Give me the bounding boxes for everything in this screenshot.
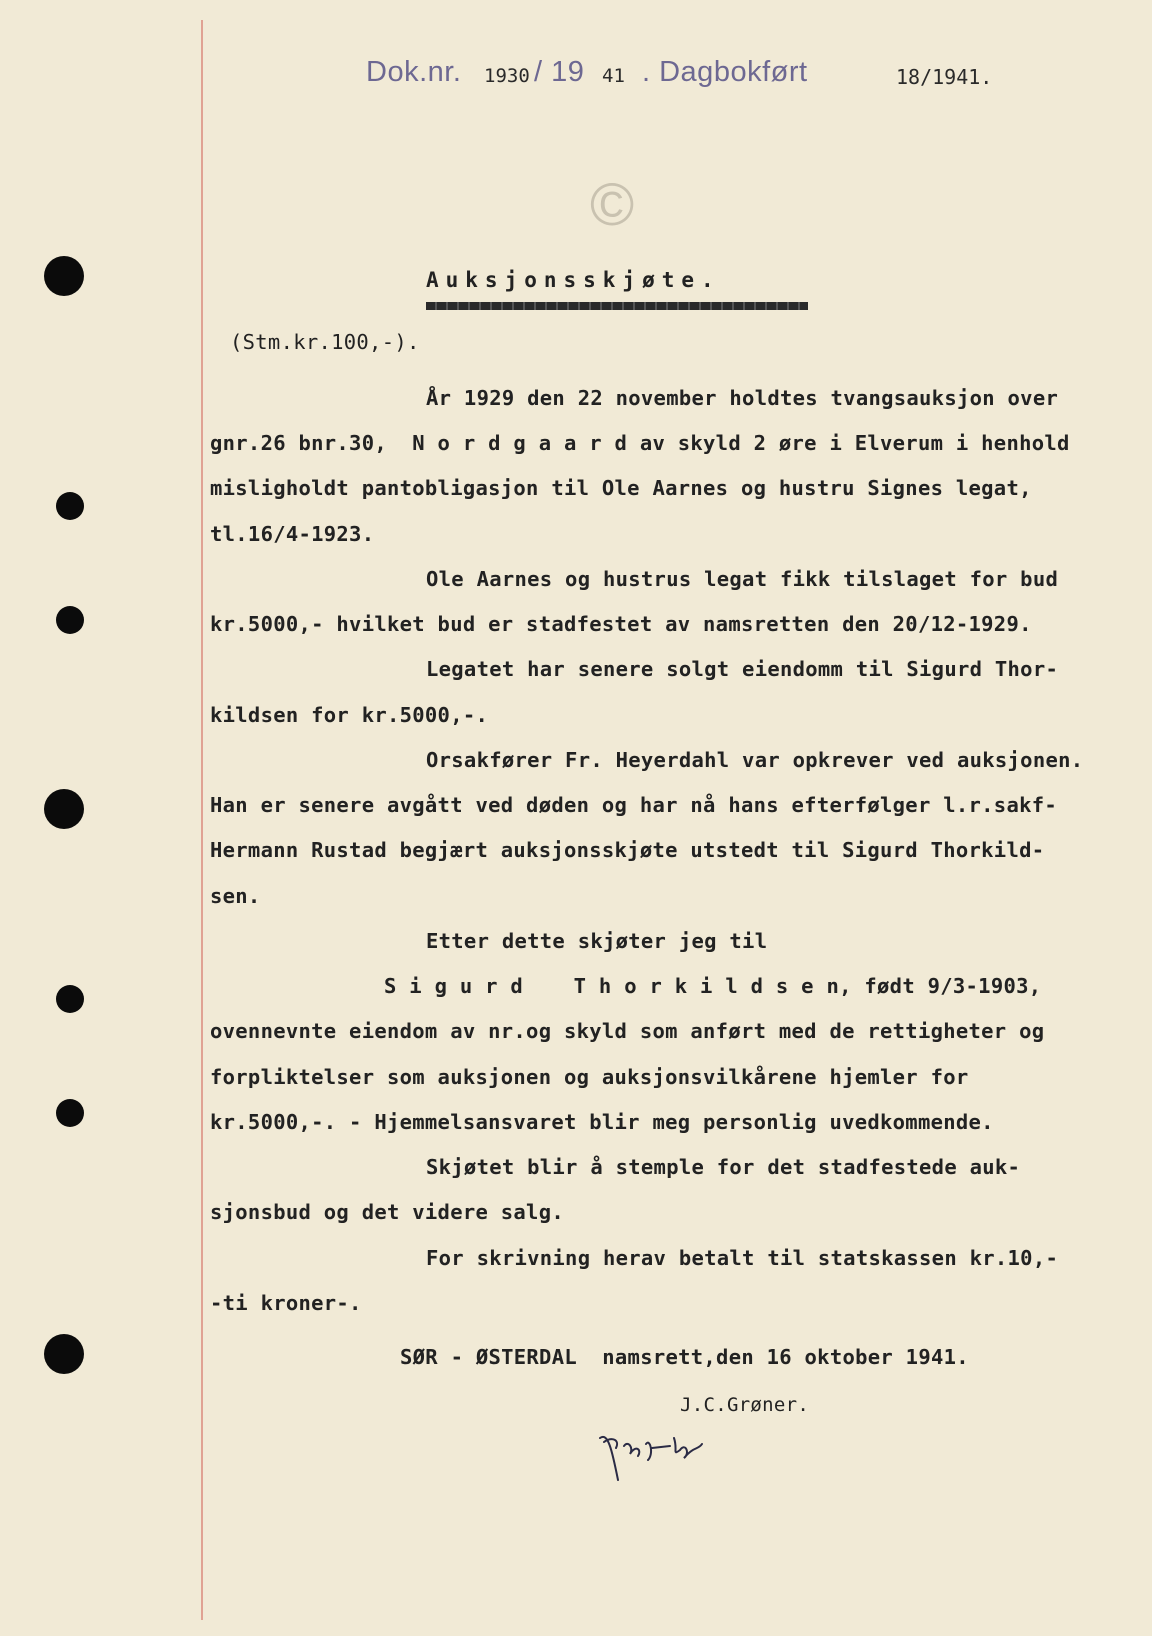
body-line: tl.16/4-1923.	[210, 522, 375, 546]
dagbok-label: . Dagbokført	[642, 56, 808, 88]
body-line: Skjøtet blir å stemple for det stadfestede auk-	[426, 1155, 1021, 1179]
body-line: misligholdt pantobligasjon til Ole Aarnes og hustru Signes legat,	[210, 476, 1032, 500]
signature-name: J.C.Grøner.	[680, 1394, 810, 1416]
faint-stamp-mark: ©	[590, 171, 635, 238]
body-line: Orsakfører Fr. Heyerdahl var opkrever ved auksjonen.	[426, 748, 1084, 772]
document-header	[366, 56, 1126, 96]
body-line: kr.5000,- hvilket bud er stadfestet av namsretten den 20/12-1929.	[210, 612, 1032, 636]
body-line: For skrivning herav betalt til statskassen kr.10,-	[426, 1246, 1059, 1270]
body-line: Hermann Rustad begjært auksjonsskjøte utstedt til Sigurd Thorkild-	[210, 838, 1045, 862]
body-line: Ole Aarnes og hustrus legat fikk tilslaget for bud	[426, 567, 1059, 591]
body-line: Han er senere avgått ved døden og har nå hans efterfølger l.r.sakf-	[210, 793, 1058, 817]
year-typed: 41	[602, 65, 625, 87]
body-line: kildsen for kr.5000,-.	[210, 703, 489, 727]
punch-hole	[44, 789, 84, 829]
body-line: kr.5000,-. - Hjemmelsansvaret blir meg personlig uvedkommende.	[210, 1110, 994, 1134]
punch-hole	[56, 985, 84, 1013]
body-line: -ti kroner-.	[210, 1291, 362, 1315]
dok-label: Dok.nr.	[366, 56, 462, 88]
punch-hole	[56, 606, 84, 634]
body-line: S i g u r d T h o r k i l d s e n, født 9/3-1903,	[384, 974, 1042, 998]
stamp-fee: (Stm.kr.100,-).	[230, 330, 420, 354]
body-line: ovennevnte eiendom av nr.og skyld som anført med de rettigheter og	[210, 1019, 1045, 1043]
body-line: sjonsbud og det videre salg.	[210, 1200, 564, 1224]
dagbok-number: 18/1941.	[896, 65, 993, 89]
body-line: År 1929 den 22 november holdtes tvangsauksjon over	[426, 386, 1059, 410]
punch-hole	[56, 492, 84, 520]
handwritten-signature	[590, 1420, 720, 1490]
body-line: forpliktelser som auksjonen og auksjonsvilkårene hjemler for	[210, 1065, 969, 1089]
title-underline	[426, 302, 808, 310]
margin-line	[201, 20, 203, 1620]
document-title: Auksjonsskjøte.	[426, 268, 721, 292]
body-line: SØR - ØSTERDAL namsrett,den 16 oktober 1941.	[400, 1345, 969, 1369]
punch-hole	[56, 1099, 84, 1127]
body-line: Legatet har senere solgt eiendomm til Sigurd Thor-	[426, 657, 1059, 681]
body-line: gnr.26 bnr.30, N o r d g a a r d av skyld 2 øre i Elverum i henhold	[210, 431, 1070, 455]
dok-number: 1930	[484, 65, 530, 87]
body-line: Etter dette skjøter jeg til	[426, 929, 768, 953]
punch-hole	[44, 1334, 84, 1374]
body-line: sen.	[210, 884, 261, 908]
punch-hole	[44, 256, 84, 296]
year-stamp: / 19	[534, 56, 585, 88]
